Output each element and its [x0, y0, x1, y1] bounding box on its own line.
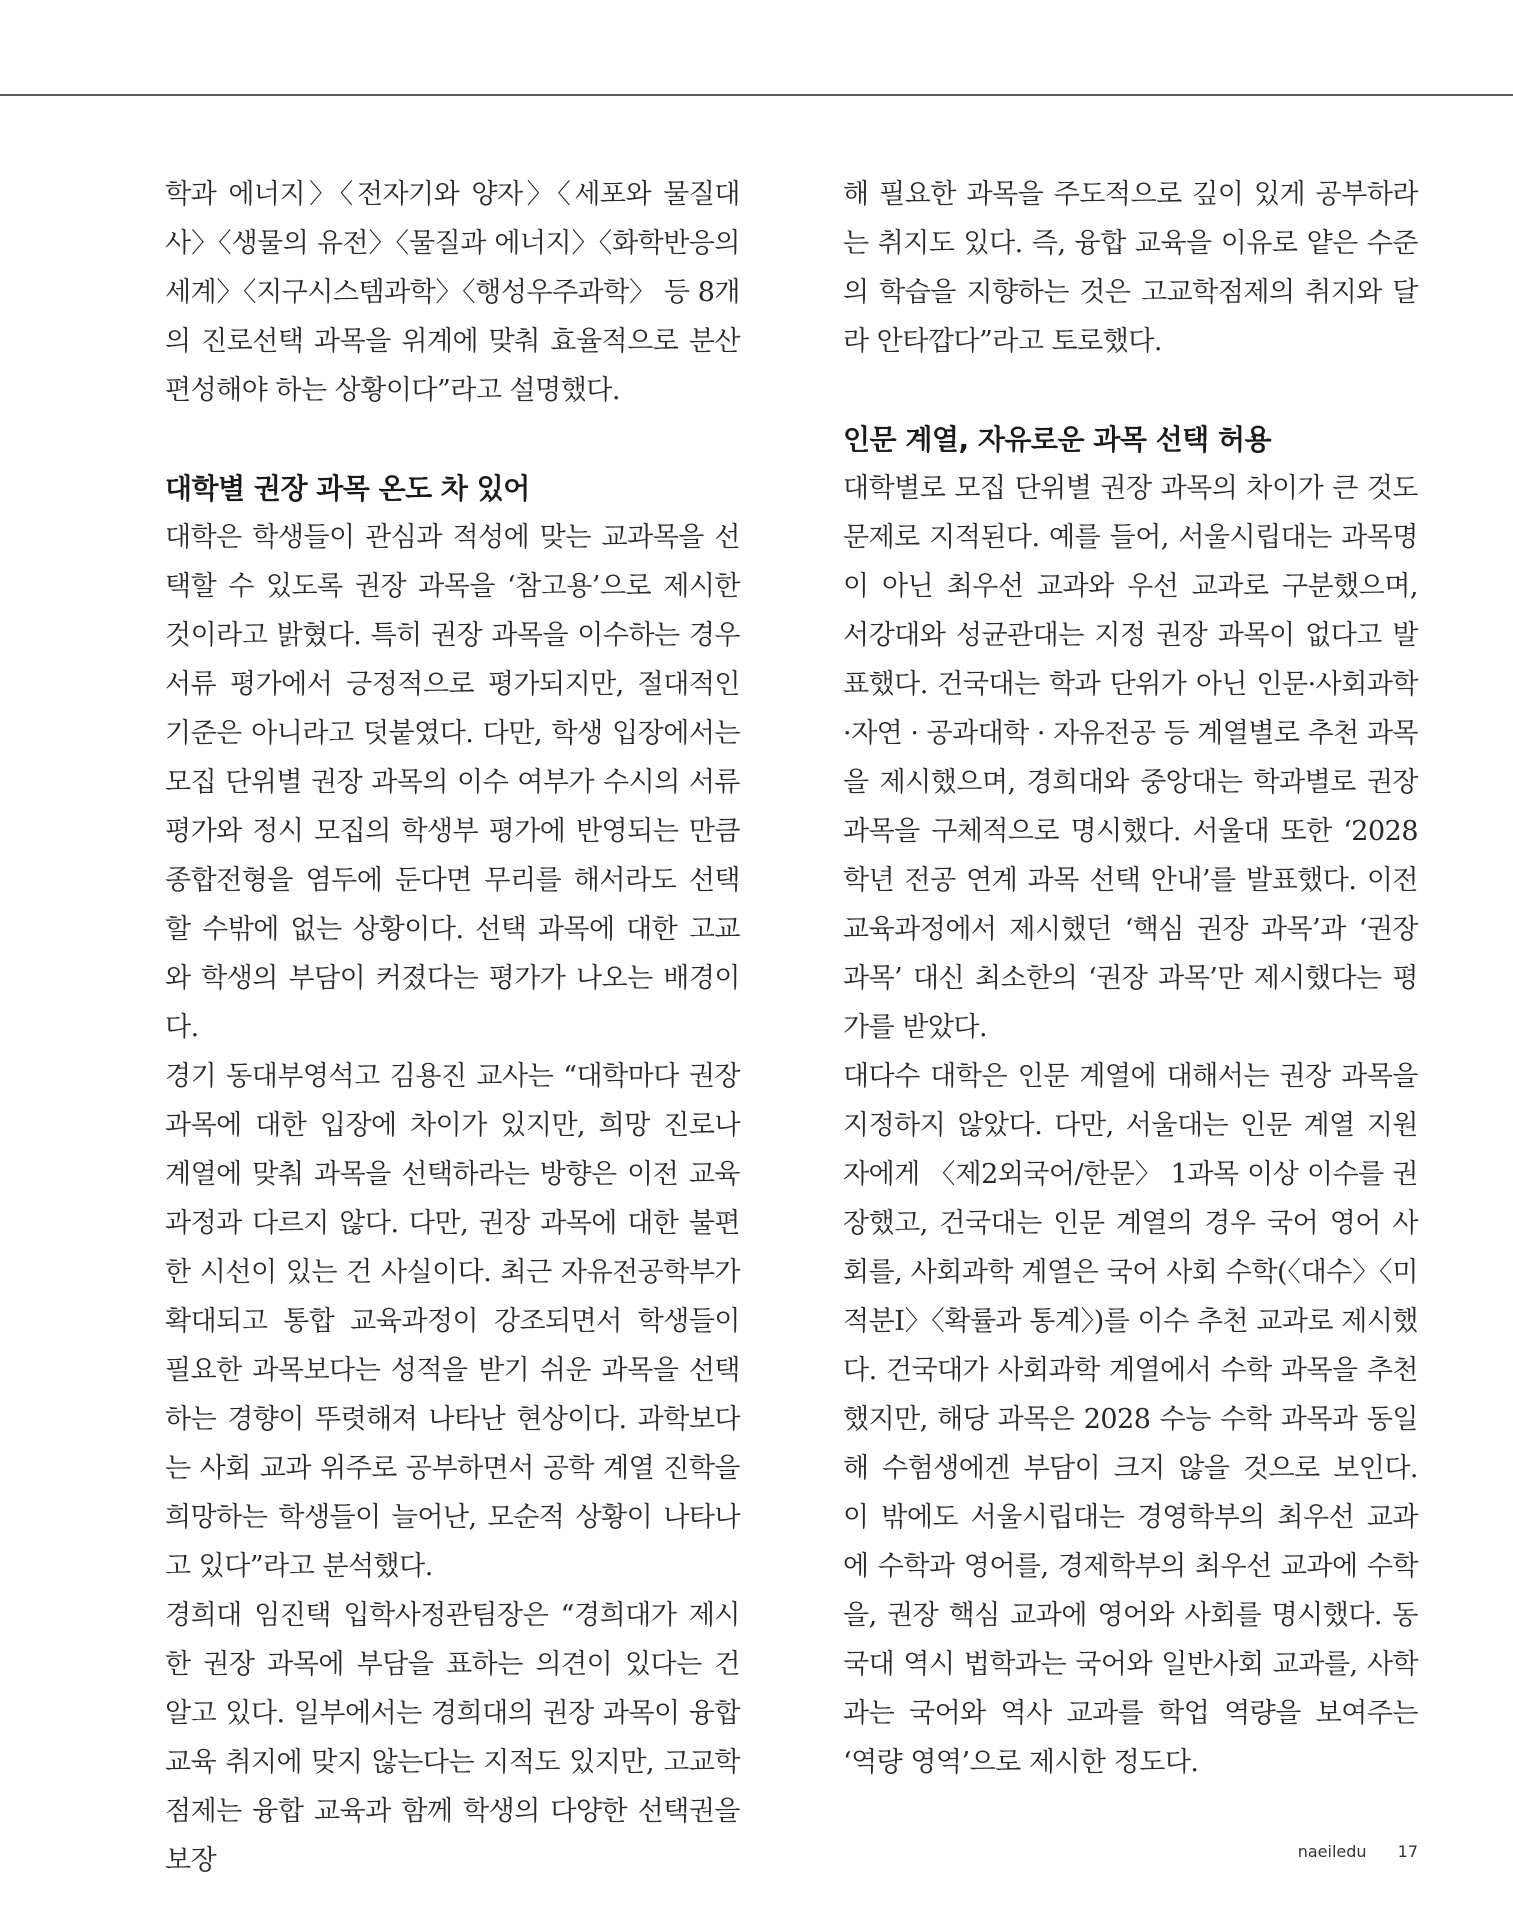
section-heading: 인문 계열, 자유로운 과목 선택 허용	[843, 423, 1272, 456]
paragraph: 해 필요한 과목을 주도적으로 깊이 있게 공부하라는 취지도 있다. 즉, 융합 교육을 이유로 얕은 수준의 학습을 지향하는 것은 고교학점제의 취지와 달라 안타깝다”라고 토로했다.	[843, 179, 1418, 357]
paragraph: 대다수 대학은 인문 계열에 대해서는 권장 과목을 지정하지 않았다. 다만, 서울대는 인문 계열 지원자에게 〈제2외국어/한문〉 1과목 이상 이수를 권장했고, 건국대는 인문 계열의 경우 국어 영어 사회를, 사회과학 계열은 국어 사회 수학(〈대수〉〈미적분Ⅰ〉〈확률과 통계〉)를 이수 추천 교과로 제시했다. 건국대가 사회과학 계열에서 수학 과목을 추천했지만, 해당 과목은 2028 수능 수학 과목과 동일해 수험생에겐 부담이 크지 않을 것으로 보인다. 이 밖에도 서울시립대는 경영학부의 최우선 교과에 수학과 영어를, 경제학부의 최우선 교과에 수학을, 권장 핵심 교과에 영어와 사회를 명시했다. 동국대 역시 법학과는 국어와 일반사회 교과를, 사학과는 국어와 역사 교과를 학업 역량을 보여주는 ‘역량 영역’으로 제시한 정도다.	[843, 1061, 1418, 1778]
paragraph: 경기 동대부영석고 김용진 교사는 “대학마다 권장 과목에 대한 입장에 차이가 있지만, 희망 진로나 계열에 맞춰 과목을 선택하라는 방향은 이전 교육과정과 다르지 않다. 다만, 권장 과목에 대한 불편한 시선이 있는 건 사실이다. 최근 자유전공학부가 확대되고 통합 교육과정이 강조되면서 학생들이 필요한 과목보다는 성적을 받기 쉬운 과목을 선택하는 경향이 뚜렷해져 나타난 현상이다. 과학보다는 사회 교과 위주로 공부하면서 공학 계열 진학을 희망하는 학생들이 늘어난, 모순적 상황이 나타나고 있다”라고 분석했다.	[165, 1061, 740, 1582]
publication-name: naeiledu	[1297, 1842, 1367, 1861]
paragraph: 대학별로 모집 단위별 권장 과목의 차이가 큰 것도 문제로 지적된다. 예를 들어, 서울시립대는 과목명이 아닌 최우선 교과와 우선 교과로 구분했으며, 서강대와 성균관대는 지정 권장 과목이 없다고 발표했다. 건국대는 학과 단위가 아닌 인문·사회과학·자연 · 공과대학 · 자유전공 등 계열별로 추천 과목을 제시했으며, 경희대와 중앙대는 학과별로 권장 과목을 구체적으로 명시했다. 서울대 또한 ‘2028학년 전공 연계 과목 선택 안내’를 발표했다. 이전 교육과정에서 제시했던 ‘핵심 권장 과목’과 ‘권장 과목’ 대신 최소한의 ‘권장 과목’만 제시했다는 평가를 받았다.	[843, 473, 1418, 1043]
paragraph: 대학은 학생들이 관심과 적성에 맞는 교과목을 선택할 수 있도록 권장 과목을 ‘참고용’으로 제시한 것이라고 밝혔다. 특히 권장 과목을 이수하는 경우 서류 평가에서 긍정적으로 평가되지만, 절대적인 기준은 아니라고 덧붙였다. 다만, 학생 입장에서는 모집 단위별 권장 과목의 이수 여부가 수시의 서류 평가와 정시 모집의 학생부 평가에 반영되는 만큼 종합전형을 염두에 둔다면 무리를 해서라도 선택할 수밖에 없는 상황이다. 선택 과목에 대한 고교와 학생의 부담이 커졌다는 평가가 나오는 배경이다.	[165, 522, 740, 1043]
page-number: 17	[1397, 1842, 1418, 1861]
paragraph: 학과 에너지〉〈전자기와 양자〉〈세포와 물질대사〉〈생물의 유전〉〈물질과 에너지〉〈화학반응의 세계〉〈지구시스템과학〉〈행성우주과학〉 등 8개의 진로선택 과목을 위계에 맞춰 효율적으로 분산 편성해야 하는 상황이다”라고 설명했다.	[165, 179, 740, 406]
paragraph: 경희대 임진택 입학사정관팀장은 “경희대가 제시한 권장 과목에 부담을 표하는 의견이 있다는 건 알고 있다. 일부에서는 경희대의 권장 과목이 융합 교육 취지에 맞지 않는다는 지적도 있지만, 고교학점제는 융합 교육과 함께 학생의 다양한 선택권을 보장	[165, 1600, 740, 1876]
section-heading: 대학별 권장 과목 온도 차 있어	[165, 472, 530, 505]
page-footer	[1298, 1842, 1418, 1861]
left-column	[165, 170, 740, 1885]
top-rule	[0, 94, 1513, 96]
right-column	[843, 170, 1418, 1787]
